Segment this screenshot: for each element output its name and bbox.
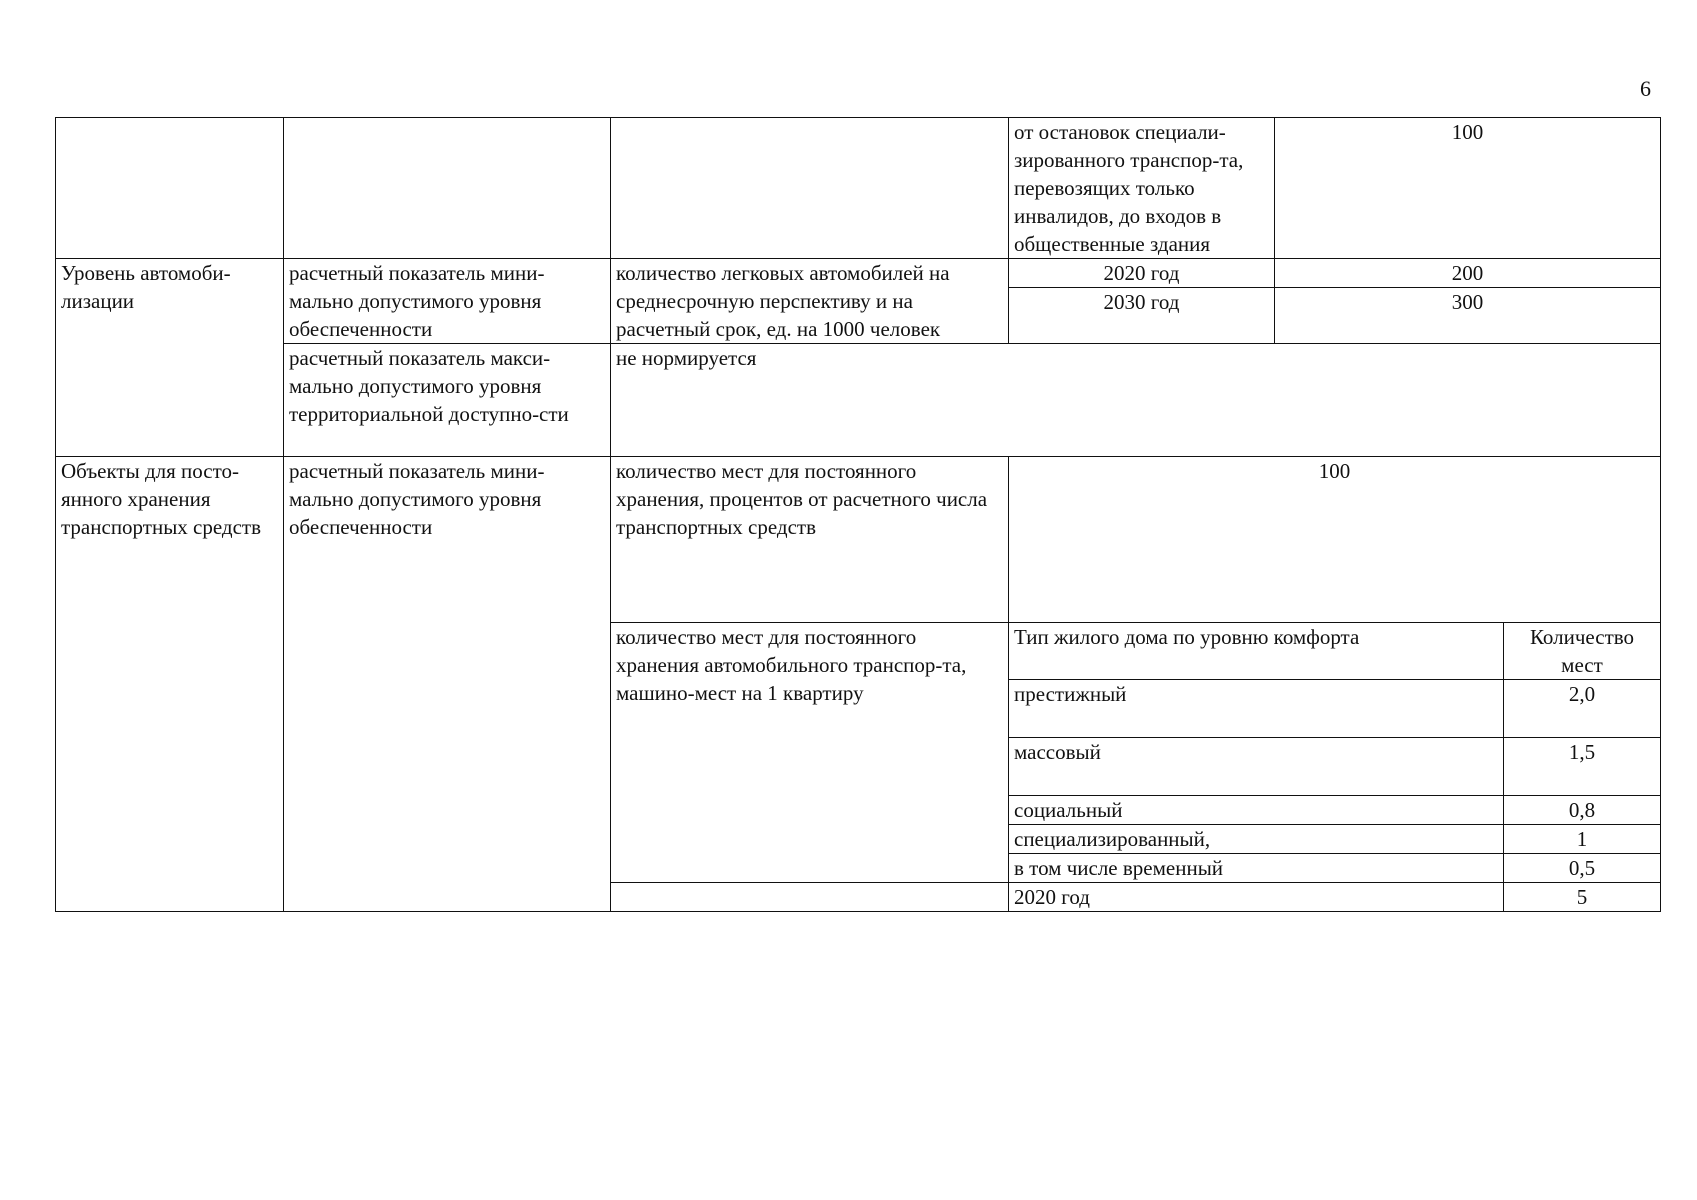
motorization-measure: количество легковых автомобилей на среднесрочную перспективу и на расчетный срок, ед. на 1000 человек: [611, 259, 1009, 344]
storage-measure-percent: количество мест для постоянного хранения, процентов от расчетного числа транспортных средств: [611, 457, 1009, 623]
count-cell: 0,8: [1504, 796, 1661, 825]
count-cell: 2,0: [1504, 680, 1661, 738]
value-cell: 5: [1504, 883, 1661, 912]
motorization-indicator-max: расчетный показатель макси-мально допустимого уровня территориальной доступно-сти: [284, 344, 611, 457]
type-cell: специализированный,: [1009, 825, 1504, 854]
motorization-name: Уровень автомоби-лизации: [56, 259, 284, 457]
table-row: [56, 344, 1661, 457]
count-cell: 1,5: [1504, 738, 1661, 796]
storage-name: Объекты для посто-янного хранения транспортных средств: [56, 457, 284, 912]
count-cell: 0,5: [1504, 854, 1661, 883]
value-cell: 200: [1275, 259, 1661, 288]
table-cell: [611, 883, 1009, 912]
year-cell: 2030 год: [1009, 288, 1275, 344]
value-cell: 300: [1275, 288, 1661, 344]
storage-measure-per-flat: количество мест для постоянного хранения автомобильного транспор-та, машино-мест на 1 квартиру: [611, 623, 1009, 883]
type-cell: в том числе временный: [1009, 854, 1504, 883]
header-type: Тип жилого дома по уровню комфорта: [1009, 623, 1504, 680]
table-cell: [611, 118, 1009, 259]
type-cell: массовый: [1009, 738, 1504, 796]
not-normed-text: не нормируется: [611, 344, 1661, 457]
header-count: Количество мест: [1504, 623, 1661, 680]
bus-stops-value: 100: [1275, 118, 1661, 259]
table-row: [56, 259, 1661, 288]
type-cell: социальный: [1009, 796, 1504, 825]
count-cell: 1: [1504, 825, 1661, 854]
year-cell: 2020 год: [1009, 883, 1504, 912]
table-cell: [56, 118, 284, 259]
type-cell: престижный: [1009, 680, 1504, 738]
standards-table: [55, 117, 1661, 912]
table-cell: [284, 118, 611, 259]
bus-stops-text: от остановок специали-зированного транспор-та, перевозящих только инвалидов, до входов в общественные здания: [1009, 118, 1275, 259]
motorization-indicator-min: расчетный показатель мини-мально допустимого уровня обеспеченности: [284, 259, 611, 344]
table-row: [56, 457, 1661, 623]
storage-indicator-min: расчетный показатель мини-мально допустимого уровня обеспеченности: [284, 457, 611, 912]
storage-percent-value: 100: [1009, 457, 1661, 623]
table-row: [56, 118, 1661, 259]
year-cell: 2020 год: [1009, 259, 1275, 288]
page-number: 6: [1640, 76, 1651, 101]
